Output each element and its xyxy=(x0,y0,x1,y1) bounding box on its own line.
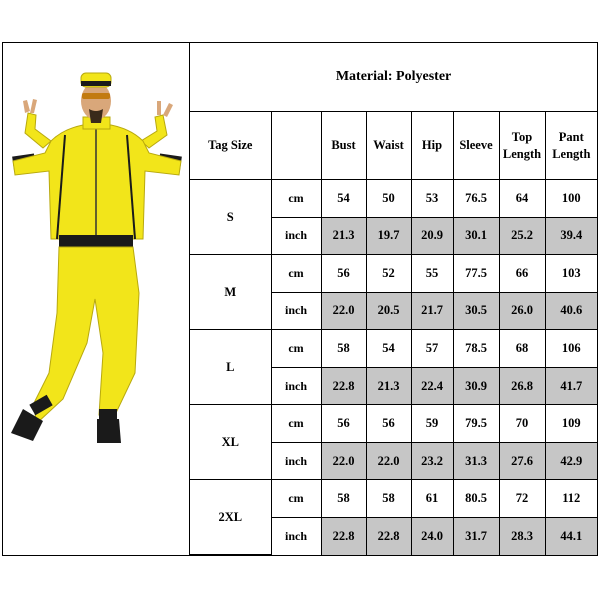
cell-top: 64 xyxy=(499,180,545,218)
size-label: S xyxy=(190,180,271,255)
unit-label: inch xyxy=(271,217,321,255)
cell-top: 25.2 xyxy=(499,217,545,255)
size-chart-table xyxy=(190,43,597,555)
table-row xyxy=(190,255,597,293)
cell-hip: 23.2 xyxy=(411,442,453,480)
product-photo-panel xyxy=(3,43,190,555)
table-row xyxy=(190,330,597,368)
cell-bust: 58 xyxy=(321,480,366,518)
header-waist: Waist xyxy=(366,112,411,180)
cell-pant: 39.4 xyxy=(545,217,597,255)
cell-top: 26.8 xyxy=(499,367,545,405)
unit-label: inch xyxy=(271,517,321,554)
cell-pant: 44.1 xyxy=(545,517,597,554)
cell-top: 66 xyxy=(499,255,545,293)
cell-pant: 40.6 xyxy=(545,292,597,330)
cell-top: 28.3 xyxy=(499,517,545,554)
material-title: Material: Polyester xyxy=(190,43,597,112)
size-label: 2XL xyxy=(190,480,271,555)
cell-sleeve: 30.5 xyxy=(453,292,499,330)
header-tag-size: Tag Size xyxy=(190,112,271,180)
cell-waist: 20.5 xyxy=(366,292,411,330)
cell-hip: 20.9 xyxy=(411,217,453,255)
cell-hip: 57 xyxy=(411,330,453,368)
cell-hip: 24.0 xyxy=(411,517,453,554)
cell-sleeve: 31.7 xyxy=(453,517,499,554)
cell-pant: 41.7 xyxy=(545,367,597,405)
cell-top: 26.0 xyxy=(499,292,545,330)
title-row xyxy=(190,43,597,112)
header-unit xyxy=(271,112,321,180)
unit-label: cm xyxy=(271,480,321,518)
unit-label: inch xyxy=(271,442,321,480)
cell-bust: 58 xyxy=(321,330,366,368)
cell-bust: 22.0 xyxy=(321,442,366,480)
cell-hip: 55 xyxy=(411,255,453,293)
cell-pant: 112 xyxy=(545,480,597,518)
cell-hip: 61 xyxy=(411,480,453,518)
cell-sleeve: 31.3 xyxy=(453,442,499,480)
cell-waist: 52 xyxy=(366,255,411,293)
cell-hip: 22.4 xyxy=(411,367,453,405)
unit-label: cm xyxy=(271,255,321,293)
cell-bust: 54 xyxy=(321,180,366,218)
header-top-length-line1: Top xyxy=(511,129,533,144)
header-pant-length xyxy=(545,112,597,180)
cell-hip: 21.7 xyxy=(411,292,453,330)
cell-bust: 56 xyxy=(321,255,366,293)
size-label: XL xyxy=(190,405,271,480)
cell-waist: 50 xyxy=(366,180,411,218)
cell-pant: 109 xyxy=(545,405,597,443)
cell-waist: 22.8 xyxy=(366,517,411,554)
header-bust: Bust xyxy=(321,112,366,180)
cell-sleeve: 79.5 xyxy=(453,405,499,443)
size-label: M xyxy=(190,255,271,330)
cell-waist: 58 xyxy=(366,480,411,518)
cell-sleeve: 78.5 xyxy=(453,330,499,368)
cell-bust: 56 xyxy=(321,405,366,443)
cell-sleeve: 30.1 xyxy=(453,217,499,255)
cell-sleeve: 30.9 xyxy=(453,367,499,405)
cell-hip: 53 xyxy=(411,180,453,218)
header-row xyxy=(190,112,597,180)
cell-waist: 54 xyxy=(366,330,411,368)
cell-sleeve: 77.5 xyxy=(453,255,499,293)
cell-pant: 106 xyxy=(545,330,597,368)
unit-label: cm xyxy=(271,180,321,218)
cell-bust: 21.3 xyxy=(321,217,366,255)
size-label: L xyxy=(190,330,271,405)
header-hip: Hip xyxy=(411,112,453,180)
header-sleeve: Sleeve xyxy=(453,112,499,180)
cell-sleeve: 80.5 xyxy=(453,480,499,518)
header-top-length xyxy=(499,112,545,180)
cell-bust: 22.8 xyxy=(321,367,366,405)
cell-top: 27.6 xyxy=(499,442,545,480)
cell-top: 68 xyxy=(499,330,545,368)
header-pant-length-line2: Length xyxy=(552,146,591,161)
cell-top: 72 xyxy=(499,480,545,518)
cell-waist: 19.7 xyxy=(366,217,411,255)
size-rows xyxy=(190,180,597,555)
cell-bust: 22.8 xyxy=(321,517,366,554)
cell-pant: 42.9 xyxy=(545,442,597,480)
cell-hip: 59 xyxy=(411,405,453,443)
cell-waist: 56 xyxy=(366,405,411,443)
unit-label: inch xyxy=(271,292,321,330)
table-row xyxy=(190,180,597,218)
cell-waist: 21.3 xyxy=(366,367,411,405)
table-row xyxy=(190,405,597,443)
unit-label: inch xyxy=(271,367,321,405)
model-yellow-tracksuit-illustration xyxy=(3,43,189,555)
cell-pant: 100 xyxy=(545,180,597,218)
cell-top: 70 xyxy=(499,405,545,443)
cell-sleeve: 76.5 xyxy=(453,180,499,218)
table-row xyxy=(190,480,597,518)
header-top-length-line2: Length xyxy=(502,146,542,161)
header-pant-length-line1: Pant xyxy=(558,129,584,144)
cell-pant: 103 xyxy=(545,255,597,293)
cell-bust: 22.0 xyxy=(321,292,366,330)
cell-waist: 22.0 xyxy=(366,442,411,480)
size-chart-sheet xyxy=(2,42,598,556)
unit-label: cm xyxy=(271,405,321,443)
unit-label: cm xyxy=(271,330,321,368)
